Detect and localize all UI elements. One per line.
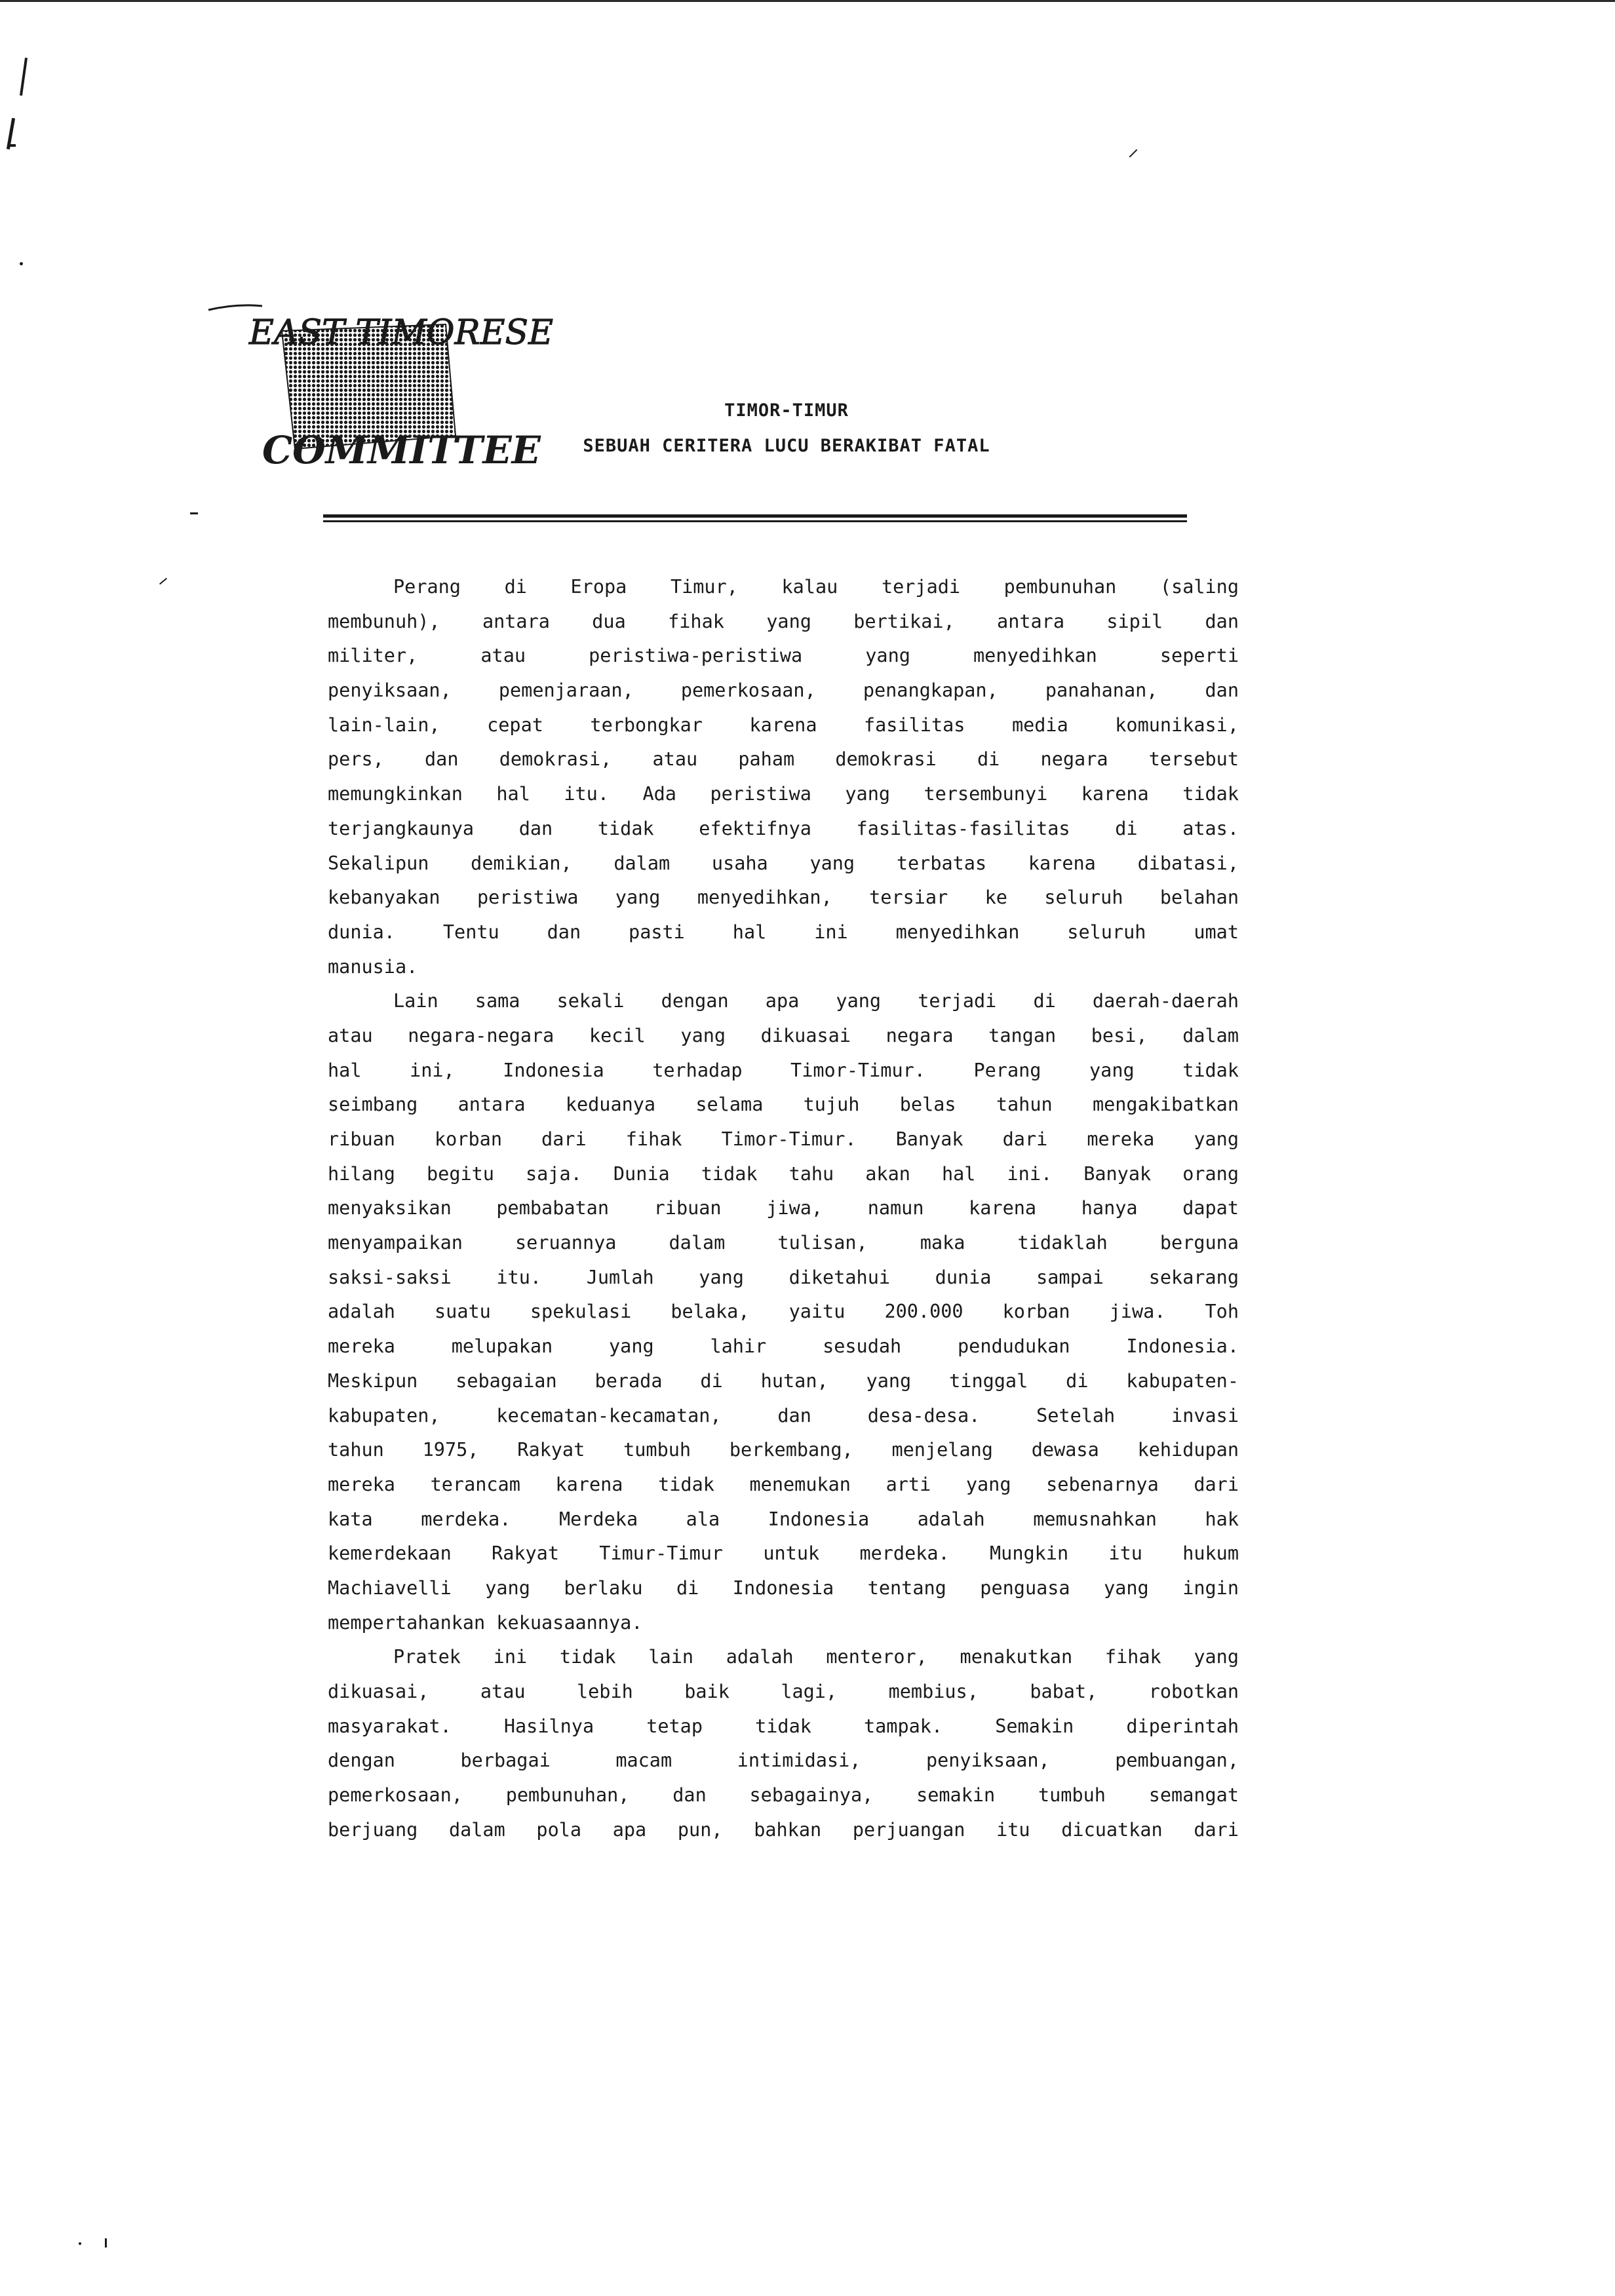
svg-text:EAST TIMORESE: EAST TIMORESE: [249, 313, 554, 353]
text-line: pemerkosaan, pembunuhan, dan sebagainya, semakin tumbuh semangat: [328, 1784, 1239, 1807]
text-line: membunuh), antara dua fihak yang bertikai, antara sipil dan: [328, 610, 1239, 632]
text-line: Meskipun sebagaian berada di hutan, yang tinggal di kabupaten-: [328, 1369, 1239, 1392]
document-title-block: [498, 393, 1075, 464]
text-line: Sekalipun demikian, dalam usaha yang terbatas karena dibatasi,: [328, 852, 1239, 874]
margin-mark: [79, 2242, 81, 2245]
svg-text:COMMITTEE: COMMITTEE: [262, 428, 541, 472]
text-line: menyampaikan seruannya dalam tulisan, maka tidaklah berguna: [328, 1232, 1239, 1254]
text-line: dunia. Tentu dan pasti hal ini menyedihkan seluruh umat: [328, 921, 1239, 943]
margin-mark: [1129, 149, 1138, 158]
text-line: tahun 1975, Rakyat tumbuh berkembang, menjelang dewasa kehidupan: [328, 1439, 1239, 1461]
text-line: hal ini, Indonesia terhadap Timor-Timur. Perang yang tidak: [328, 1059, 1239, 1081]
text-line: ribuan korban dari fihak Timor-Timur. Banyak dari mereka yang: [328, 1128, 1239, 1150]
text-line: kata merdeka. Merdeka ala Indonesia adalah memusnahkan hak: [328, 1508, 1239, 1530]
text-line: Pratek ini tidak lain adalah menteror, menakutkan fihak yang: [393, 1646, 1239, 1668]
margin-mark: [105, 2238, 107, 2248]
text-line: mereka terancam karena tidak menemukan arti yang sebenarnya dari: [328, 1473, 1239, 1495]
page-top-edge: [0, 0, 1615, 2]
text-line: berjuang dalam pola apa pun, bahkan perjuangan itu dicuatkan dari: [328, 1818, 1239, 1841]
text-line: mempertahankan kekuasaannya.: [328, 1611, 643, 1634]
text-line: saksi-saksi itu. Jumlah yang diketahui dunia sampai sekarang: [328, 1266, 1239, 1288]
text-line: kebanyakan peristiwa yang menyedihkan, tersiar ke seluruh belahan: [328, 887, 1239, 909]
text-line: adalah suatu spekulasi belaka, yaitu 200.000 korban jiwa. Toh: [328, 1301, 1239, 1323]
document-title: TIMOR-TIMUR: [724, 400, 849, 421]
text-line: seimbang antara keduanya selama tujuh belas tahun mengakibatkan: [328, 1094, 1239, 1116]
text-line: dengan berbagai macam intimidasi, penyiksaan, pembuangan,: [328, 1750, 1239, 1772]
paragraph: [328, 1640, 1239, 1847]
text-line: memungkinkan hal itu. Ada peristiwa yang tersembunyi karena tidak: [328, 783, 1239, 805]
header-rule: [323, 514, 1187, 518]
text-line: pers, dan demokrasi, atau paham demokrasi di negara tersebut: [328, 748, 1239, 771]
paragraph: [328, 984, 1239, 1640]
margin-mark: [20, 58, 28, 96]
text-line: terjangkaunya dan tidak efektifnya fasilitas-fasilitas di atas.: [328, 817, 1239, 839]
document-subtitle: SEBUAH CERITERA LUCU BERAKIBAT FATAL: [583, 436, 990, 456]
text-line: mereka melupakan yang lahir sesudah pendudukan Indonesia.: [328, 1335, 1239, 1358]
text-line: Machiavelli yang berlaku di Indonesia tentang penguasa yang ingin: [328, 1577, 1239, 1599]
text-line: Perang di Eropa Timur, kalau terjadi pembunuhan (saling: [393, 576, 1239, 598]
text-line: dikuasai, atau lebih baik lagi, membius, babat, robotkan: [328, 1681, 1239, 1702]
paragraph: [328, 570, 1239, 984]
margin-mark: [8, 144, 16, 147]
text-line: hilang begitu saja. Dunia tidak tahu akan hal ini. Banyak orang: [328, 1162, 1239, 1185]
margin-mark: [20, 262, 23, 265]
header-rule: [323, 520, 1187, 522]
text-line: kabupaten, kecematan-kecamatan, dan desa-desa. Setelah invasi: [328, 1404, 1239, 1426]
text-line: militer, atau peristiwa-peristiwa yang menyedihkan seperti: [328, 645, 1239, 667]
text-line: lain-lain, cepat terbongkar karena fasilitas media komunikasi,: [328, 714, 1239, 736]
text-line: menyaksikan pembabatan ribuan jiwa, namun karena hanya dapat: [328, 1197, 1239, 1219]
body-text: [328, 570, 1239, 1847]
text-line: masyarakat. Hasilnya tetap tidak tampak. Semakin diperintah: [328, 1715, 1239, 1737]
text-line: atau negara-negara kecil yang dikuasai negara tangan besi, dalam: [328, 1024, 1239, 1046]
text-line: Lain sama sekali dengan apa yang terjadi di daerah-daerah: [393, 990, 1239, 1012]
text-line: manusia.: [328, 955, 418, 978]
margin-mark: [159, 578, 167, 585]
text-line: penyiksaan, pemenjaraan, pemerkosaan, penangkapan, panahanan, dan: [328, 679, 1239, 702]
text-line: kemerdekaan Rakyat Timur-Timur untuk merdeka. Mungkin itu hukum: [328, 1542, 1239, 1565]
margin-mark: [190, 512, 198, 514]
east-timorese-committee-logo: [197, 292, 554, 482]
